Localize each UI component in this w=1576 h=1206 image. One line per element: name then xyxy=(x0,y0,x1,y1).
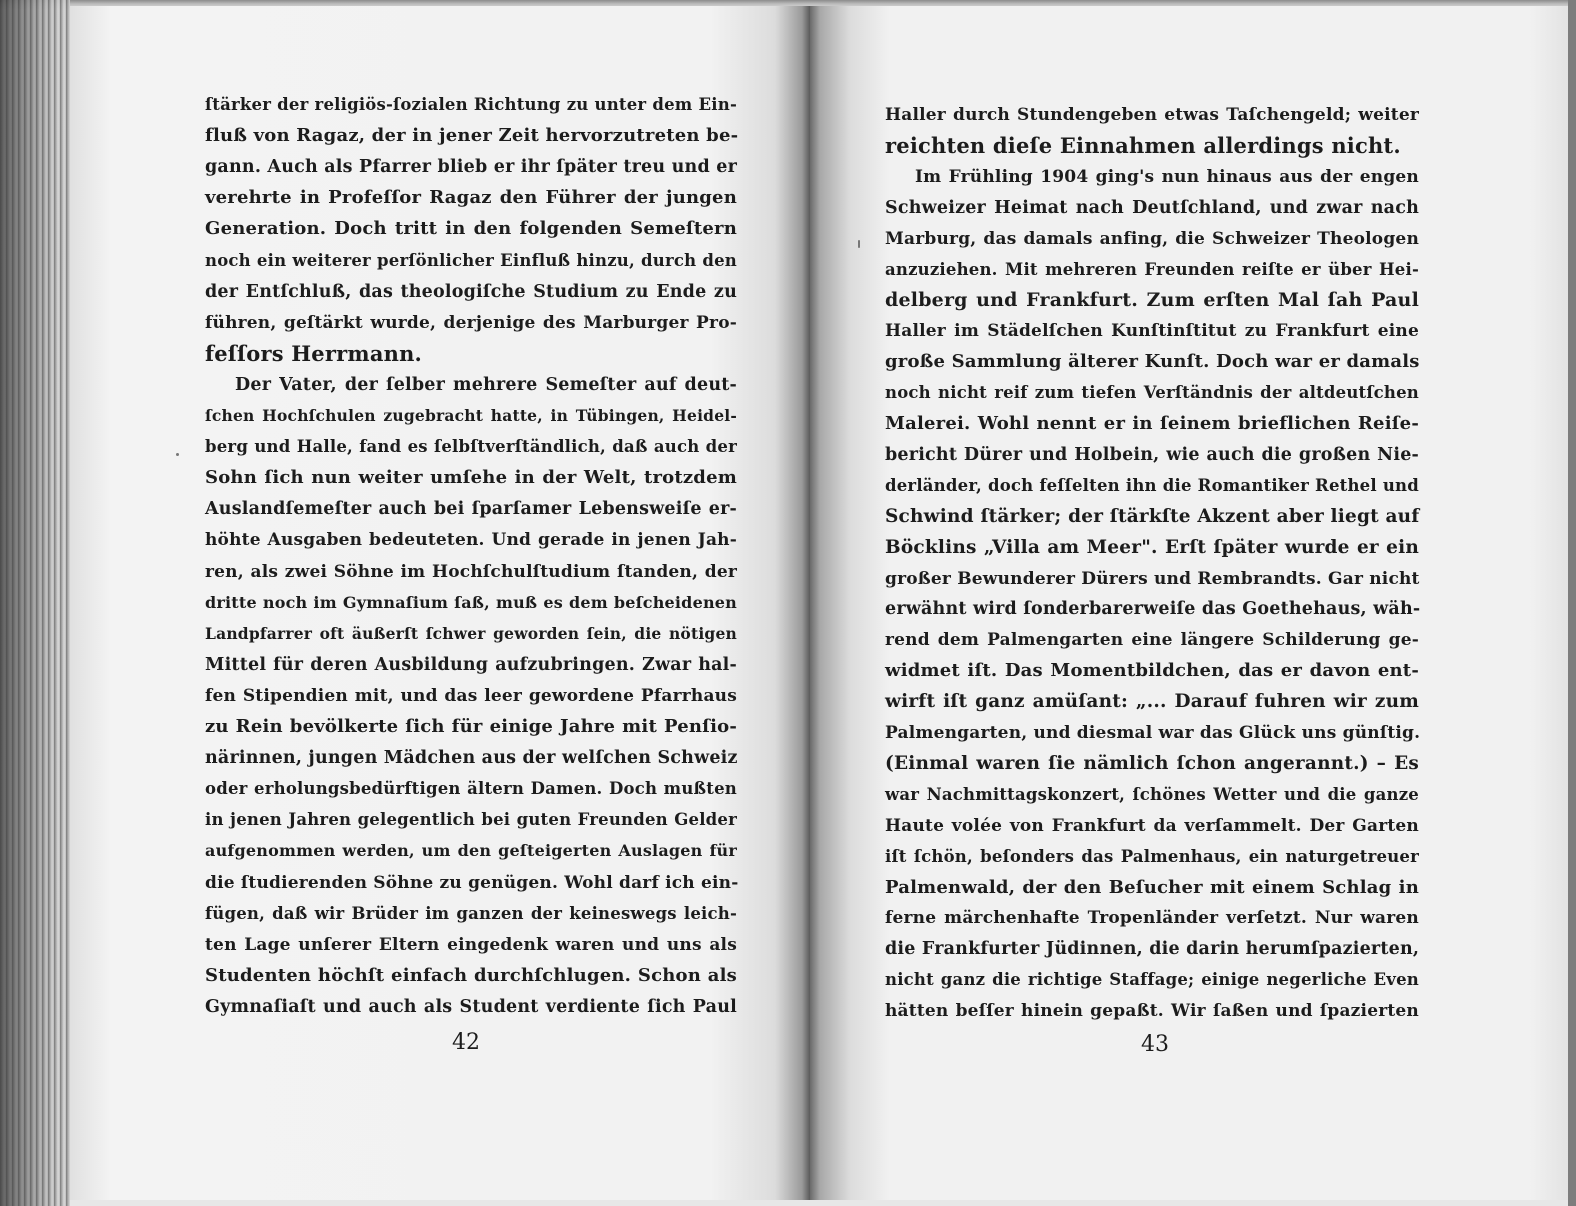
text-line: Böcklins „Villa am Meer". Erſt ſpäter wurde er ein xyxy=(885,536,1419,558)
text-line: Im Frühling 1904 ging's nun hinaus aus der engen xyxy=(915,166,1419,187)
text-line: berg und Halle, fand es ſelbſtverſtändlich, daß auch der xyxy=(205,437,737,457)
text-line: dritte noch im Gymnaſium ſaß, muß es dem beſcheidenen xyxy=(205,592,737,612)
text-line: Generation. Doch tritt in den folgenden Semeſtern xyxy=(205,218,737,240)
text-line: Palmengarten, und diesmal war das Glück uns günſtig. xyxy=(885,723,1421,743)
text-line: großer Bewunderer Dürers und Rembrandts. Gar nicht xyxy=(885,568,1420,589)
text-line: närinnen, jungen Mädchen aus der welſchen Schweiz xyxy=(205,748,738,769)
text-line: höhte Ausgaben bedeuteten. Und gerade in jenen Jah- xyxy=(205,530,737,551)
text-line: delberg und Frankfurt. Zum erſten Mal ſah Paul xyxy=(885,289,1419,312)
text-line: erwähnt wird ſonderbarerweiſe das Goethehaus, wäh- xyxy=(885,599,1421,620)
text-line: Haller im Städelſchen Kunſtinſtitut zu Frankfurt eine xyxy=(885,321,1419,342)
page-number-left: 42 xyxy=(452,1030,480,1055)
text-line: verehrte in Profeſſor Ragaz den Führer der jungen xyxy=(205,187,737,209)
text-line: Schweizer Heimat nach Deutſchland, und zwar nach xyxy=(885,197,1419,218)
right-edge xyxy=(1568,0,1576,1206)
text-line: ſchen Hochſchulen zugebracht hatte, in Tübingen, Heidel- xyxy=(205,406,737,425)
text-line: Auslandſemeſter auch bei ſparſamer Lebensweiſe er- xyxy=(205,499,737,520)
text-line: gann. Auch als Pfarrer blieb er ihr ſpäter treu und er xyxy=(205,157,737,178)
text-line: reichten dieſe Einnahmen allerdings nicht. xyxy=(885,132,1401,158)
text-line: noch ein weiterer perſönlicher Einfluß hinzu, durch den xyxy=(205,250,737,270)
text-line: nicht ganz die richtige Staffage; einige negerliche Even xyxy=(885,970,1419,990)
text-line: ten Lage unſerer Eltern eingedenk waren und uns als xyxy=(205,934,737,955)
paper-speck xyxy=(858,240,860,248)
text-line: große Sammlung älterer Kunſt. Doch war er damals xyxy=(885,351,1420,373)
text-line: zu Rein bevölkerte ſich für einige Jahre mit Penſio- xyxy=(205,716,737,737)
text-line: (Einmal waren ſie nämlich ſchon angerannt.) – Es xyxy=(885,752,1419,774)
text-line: Gymnaſiaſt und auch als Student verdiente ſich Paul xyxy=(205,996,737,1017)
page-number-right: 43 xyxy=(1141,1032,1169,1057)
text-line: die ſtudierenden Söhne zu genügen. Wohl darf ich ein- xyxy=(205,872,739,893)
text-line: Palmenwald, der den Beſucher mit einem Schlag in xyxy=(885,876,1419,898)
text-line: Sohn ſich nun weiter umſehe in der Welt, trotzdem xyxy=(205,467,737,489)
text-line: wirft iſt ganz amüſant: „... Darauf fuhren wir zum xyxy=(885,691,1419,713)
text-line: feſſors Herrmann. xyxy=(205,340,423,366)
text-line: anzuziehen. Mit mehreren Freunden reiſte er über Hei- xyxy=(885,259,1419,279)
text-line: ſtärker der religiös-ſozialen Richtung zu unter dem Ein- xyxy=(205,95,737,114)
text-line: aufgenommen werden, um den geſteigerten Auslagen für xyxy=(205,841,737,861)
text-line: derländer, doch feſſelten ihn die Romantiker Rethel und xyxy=(885,475,1419,495)
text-line: fluß von Ragaz, der in jener Zeit hervorzutreten be- xyxy=(205,125,739,147)
text-line: in jenen Jahren gelegentlich bei guten Freunden Gelder xyxy=(205,810,737,830)
text-line: bericht Dürer und Holbein, wie auch die großen Nie- xyxy=(885,444,1419,465)
paper-speck xyxy=(176,453,179,456)
text-line: war Nachmittagskonzert, ſchönes Wetter und die ganze xyxy=(885,784,1419,804)
text-line: Mittel für deren Ausbildung aufzubringen. Zwar hal- xyxy=(205,654,737,675)
text-line: Marburg, das damals anfing, die Schweizer Theologen xyxy=(885,228,1419,249)
text-line: Malerei. Wohl nennt er in ſeinem brieflichen Reiſe- xyxy=(885,413,1419,434)
page-edges xyxy=(0,0,70,1206)
text-line: iſt ſchön, beſonders das Palmenhaus, ein naturgetreuer xyxy=(885,846,1419,866)
text-line: die Frankfurter Jüdinnen, die darin herumſpazierten, xyxy=(885,939,1420,960)
text-line: ren, als zwei Söhne im Hochſchulſtudium ſtanden, der xyxy=(205,561,737,582)
text-line: fen Stipendien mit, und das leer gewordene Pfarrhaus xyxy=(205,685,737,706)
text-line: Haute volée von Frankfurt da verſammelt. Der Garten xyxy=(885,815,1419,836)
text-line: führen, geſtärkt wurde, derjenige des Marburger Pro- xyxy=(205,312,737,333)
text-line: noch nicht reif zum tiefen Verſtändnis der altdeutſchen xyxy=(885,383,1419,403)
text-line: fügen, daß wir Brüder im ganzen der keineswegs leich- xyxy=(205,903,737,923)
text-line: oder erholungsbedürftigen ältern Damen. Doch mußten xyxy=(205,779,737,799)
text-line: der Entſchluß, das theologiſche Studium zu Ende zu xyxy=(205,281,737,302)
text-line: hätten beſſer hinein gepaßt. Wir ſaßen und ſpazierten xyxy=(885,1001,1419,1022)
text-line: Der Vater, der ſelber mehrere Semeſter auf deut- xyxy=(235,374,737,395)
text-line: Haller durch Stundengeben etwas Taſchengeld; weiter xyxy=(885,105,1419,125)
text-line: Schwind ſtärker; der ſtärkſte Akzent aber liegt auf xyxy=(885,505,1420,527)
text-line: rend dem Palmengarten eine längere Schilderung ge- xyxy=(885,630,1419,651)
text-line: Studenten höchſt einfach durchſchlugen. Schon als xyxy=(205,964,737,986)
text-line: Landpfarrer oft äußerſt ſchwer geworden ſein, die nötigen xyxy=(205,623,737,643)
text-line: widmet iſt. Das Momentbildchen, das er davon ent- xyxy=(885,660,1419,682)
text-line: ferne märchenhafte Tropenländer verſetzt. Nur waren xyxy=(885,908,1419,929)
